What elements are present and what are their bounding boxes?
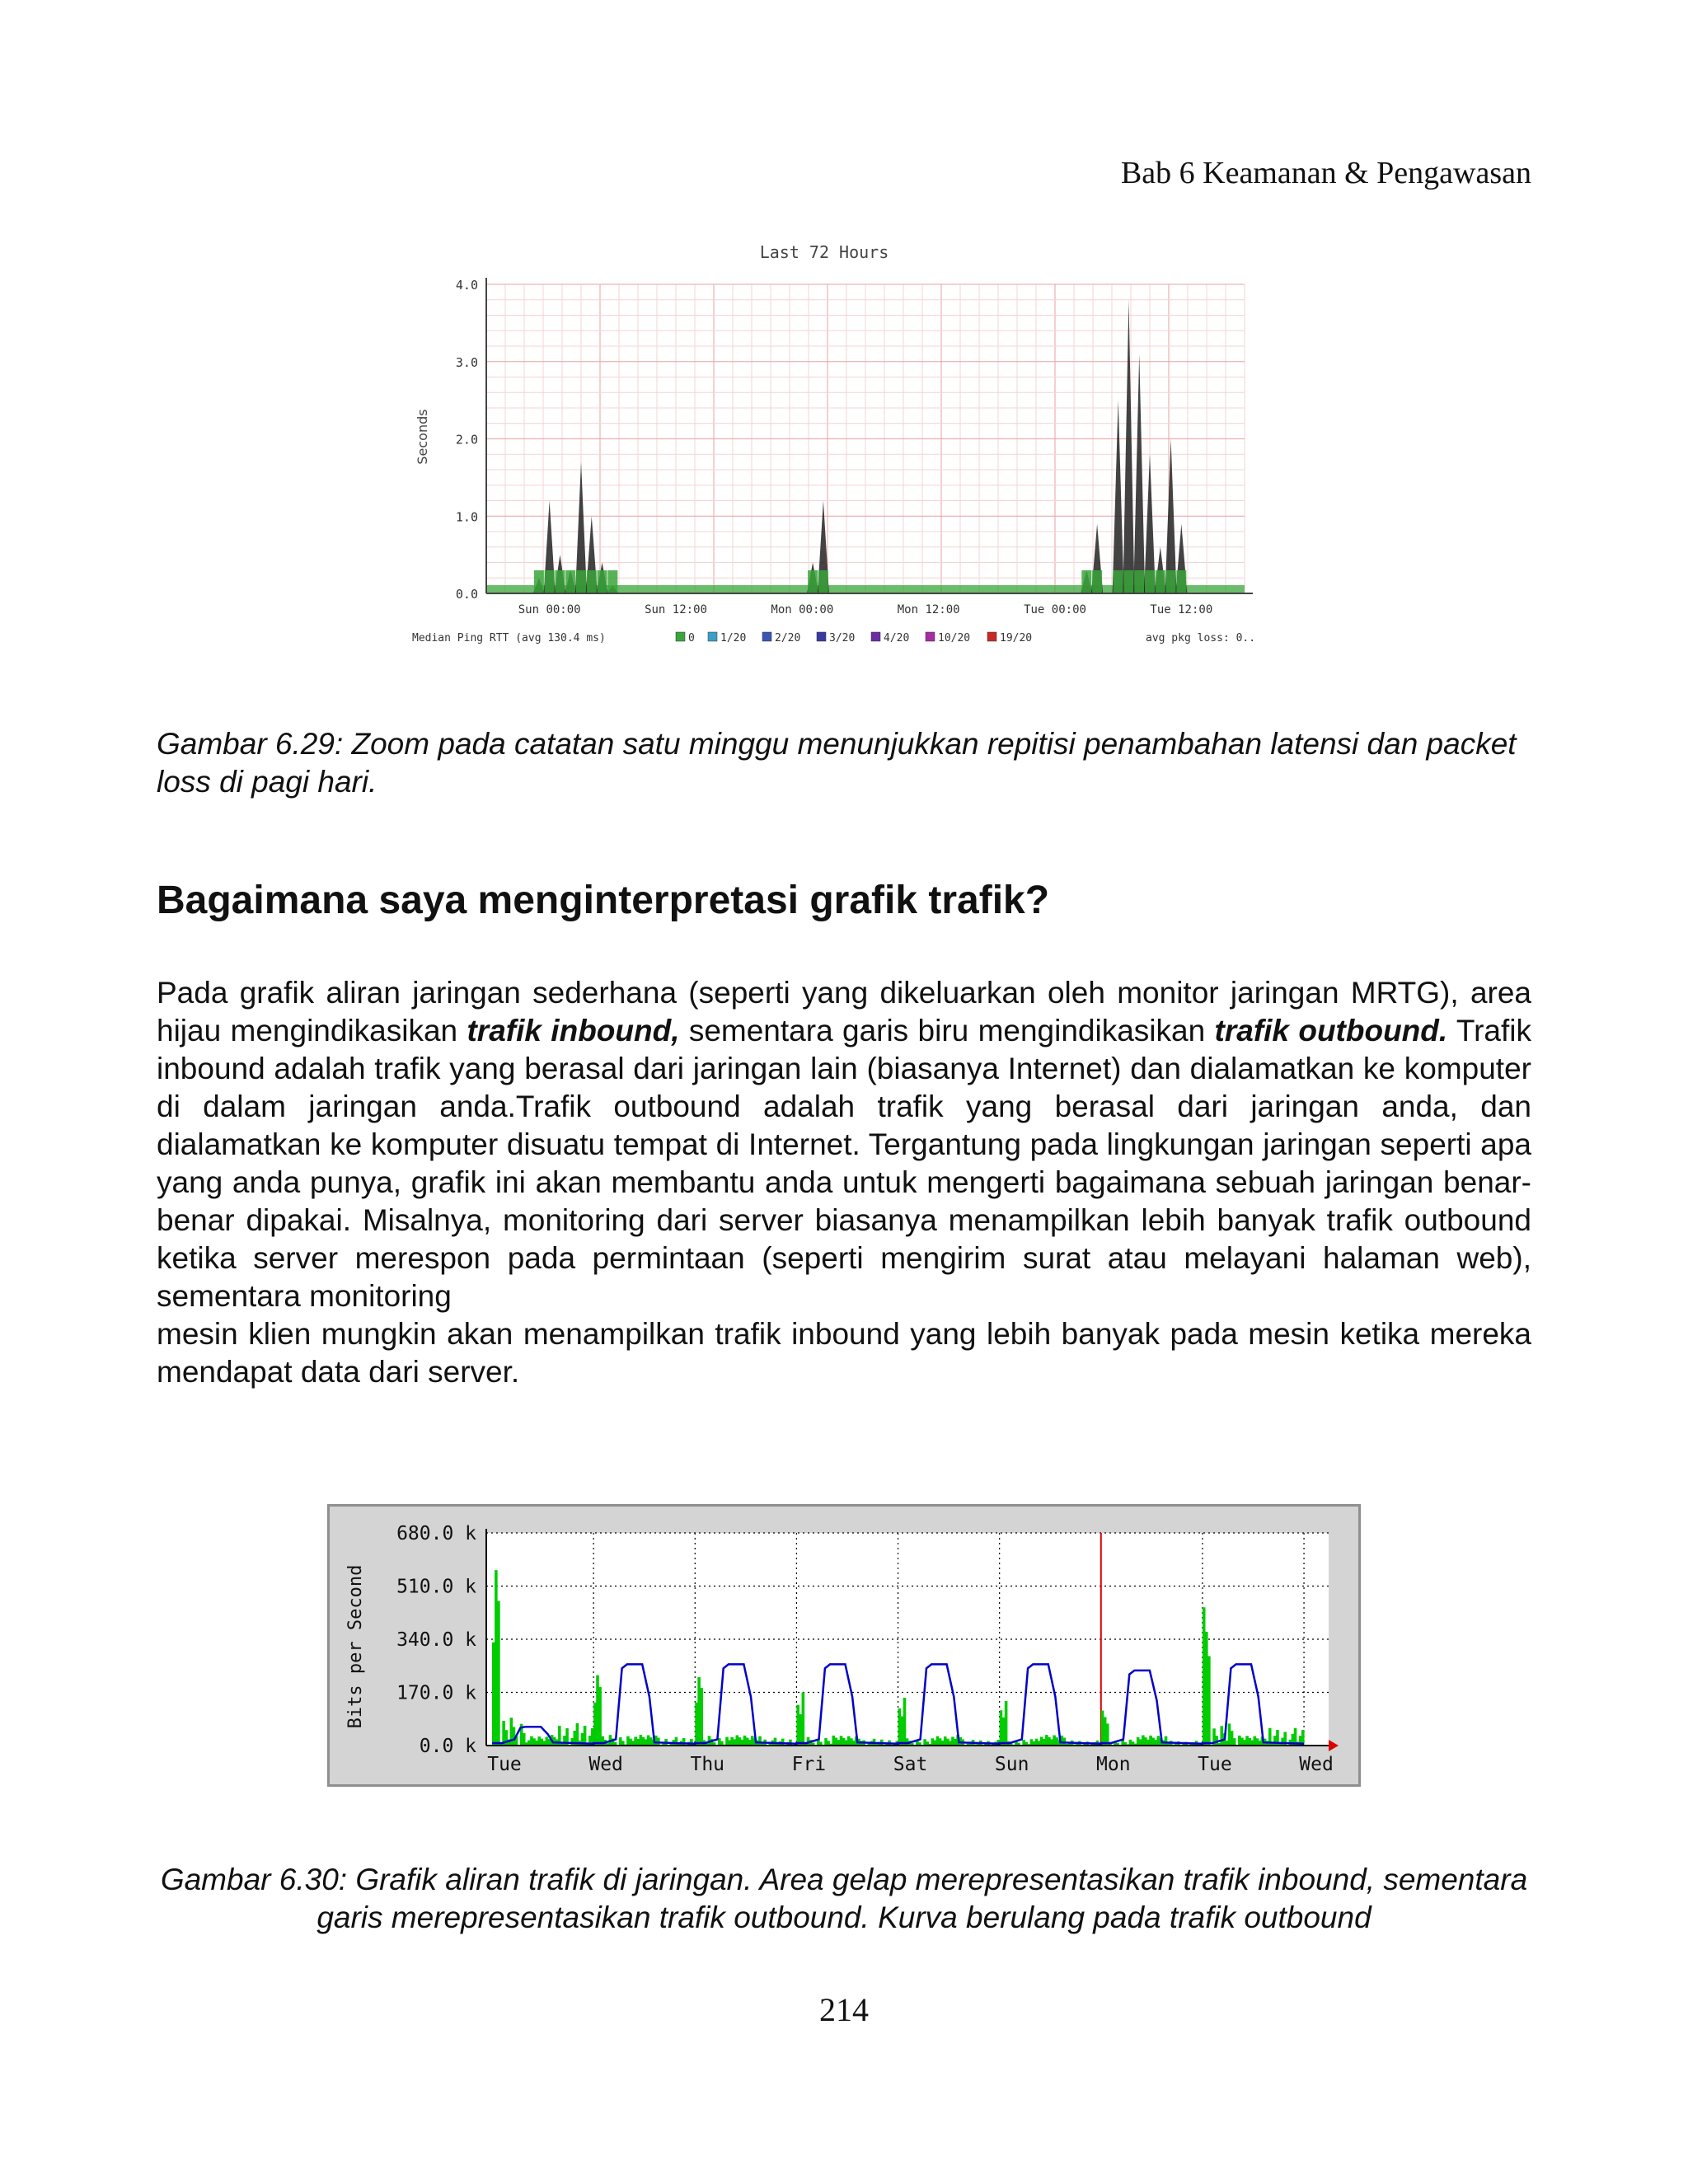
inbound-bar	[1231, 1731, 1234, 1746]
inbound-bar	[1035, 1739, 1039, 1746]
latency-median-bar	[1156, 570, 1165, 593]
latency-median-bar	[1081, 570, 1091, 593]
inbound-bar	[634, 1736, 637, 1746]
legend-label: 2/20	[775, 632, 801, 644]
legend-label: 1/20	[720, 632, 747, 644]
latency-median-bar	[818, 570, 828, 593]
legend-swatch	[817, 632, 826, 641]
inbound-bar	[1281, 1738, 1284, 1746]
inbound-bar	[730, 1737, 734, 1746]
inbound-bar	[1055, 1737, 1058, 1746]
legend-swatch	[676, 632, 685, 641]
inbound-bar	[492, 1643, 495, 1746]
inbound-bar	[743, 1736, 747, 1746]
latency-median-bar	[555, 570, 565, 593]
inbound-bar	[796, 1705, 799, 1746]
legend-swatch	[762, 632, 771, 641]
page-header: Bab 6 Keamanan & Pengawasan	[1120, 156, 1531, 190]
inbound-bar	[931, 1738, 935, 1746]
inbound-bar	[840, 1736, 843, 1746]
inbound-bar	[675, 1737, 678, 1746]
latency-median-bar	[1114, 570, 1123, 593]
legend-label: 0	[688, 632, 695, 644]
inbound-bar	[647, 1735, 650, 1746]
page-number: 214	[819, 1991, 869, 2028]
inbound-bar	[1050, 1739, 1053, 1746]
inbound-bar	[751, 1736, 754, 1746]
inbound-bar	[736, 1735, 739, 1746]
inbound-bar	[1040, 1736, 1043, 1746]
inbound-bar	[636, 1739, 640, 1746]
legend-median-label: Median Ping RTT (avg 130.4 ms)	[412, 632, 606, 644]
inbound-bar	[697, 1677, 701, 1746]
inbound-bar	[495, 1570, 498, 1746]
latency-spike	[1133, 354, 1145, 593]
inbound-bar	[923, 1739, 926, 1746]
y-tick-label: 340.0 k	[396, 1629, 476, 1651]
legend-swatch	[926, 632, 935, 641]
inbound-bar	[802, 1693, 805, 1746]
latency-median-bar	[1134, 570, 1144, 593]
inbound-bar	[1022, 1740, 1025, 1746]
y-tick-label: 1.0	[455, 509, 478, 525]
x-tick-label: Sun 12:00	[645, 603, 707, 616]
inbound-bar	[1245, 1736, 1249, 1746]
latency-median-bar	[565, 570, 575, 593]
inbound-bar	[746, 1738, 749, 1746]
y-tick-label: 4.0	[455, 278, 478, 293]
y-tick-label: 680.0 k	[396, 1523, 476, 1544]
inbound-bar	[1233, 1738, 1236, 1746]
x-tick-label: Thu	[690, 1754, 725, 1775]
inbound-bar	[944, 1736, 947, 1746]
inbound-bar	[1005, 1701, 1008, 1746]
y-tick-label: 0.0	[455, 587, 478, 602]
latency-median-bar	[1123, 570, 1133, 593]
inbound-bar	[936, 1736, 940, 1746]
inbound-bar	[1000, 1710, 1003, 1746]
inbound-bar	[695, 1703, 698, 1746]
inbound-bar	[626, 1736, 630, 1746]
inbound-bar	[906, 1738, 909, 1746]
traffic-chart-svg	[330, 1507, 1358, 1784]
inbound-bar	[850, 1738, 853, 1746]
inbound-bar	[523, 1733, 526, 1746]
x-tick-label: Wed	[1299, 1754, 1334, 1775]
body-paragraph	[157, 974, 1531, 1391]
inbound-bar	[748, 1740, 752, 1746]
inbound-bar	[799, 1714, 802, 1746]
inbound-bar	[682, 1738, 686, 1746]
latency-spike	[1123, 300, 1134, 593]
inbound-bar	[733, 1739, 736, 1746]
latency-median-bar	[808, 570, 818, 593]
paragraph-continuation: mesin klien mungkin akan menampilkan trafik inbound yang lebih banyak pada mesin ketika mereka mendapat data dari server.	[157, 1317, 1531, 1389]
inbound-bar	[1238, 1736, 1241, 1746]
latency-median-bar	[1092, 570, 1102, 593]
inbound-bar	[1240, 1738, 1244, 1746]
inbound-bar	[1002, 1718, 1006, 1746]
bold-term-outbound: trafik outbound.	[1214, 1014, 1448, 1047]
latency-median-bar	[576, 570, 586, 593]
chart-title: Last 72 Hours	[759, 242, 889, 262]
x-tick-label: Mon 00:00	[771, 603, 834, 616]
inbound-bar	[901, 1717, 904, 1746]
inbound-bar	[532, 1738, 536, 1746]
inbound-bar	[1165, 1736, 1168, 1746]
inbound-bar	[497, 1601, 500, 1746]
paragraph-text: sementara garis biru mengindikasikan	[679, 1014, 1215, 1047]
inbound-bar	[725, 1737, 729, 1746]
inbound-bar	[1104, 1717, 1107, 1746]
traffic-chart	[327, 1504, 1361, 1787]
x-tick-label: Fri	[791, 1754, 827, 1775]
inbound-bar	[903, 1698, 907, 1746]
y-axis-label: Seconds	[415, 409, 430, 465]
inbound-bar	[1144, 1737, 1147, 1746]
x-tick-label: Tue 00:00	[1024, 603, 1086, 616]
inbound-bar	[847, 1736, 851, 1746]
legend-swatch	[871, 632, 880, 641]
inbound-bar	[1030, 1739, 1034, 1746]
inbound-bar	[1139, 1739, 1142, 1746]
x-tick-label: Wed	[588, 1754, 623, 1775]
inbound-bar	[504, 1730, 508, 1746]
x-tick-label: Mon	[1096, 1754, 1131, 1775]
inbound-bar	[570, 1738, 574, 1746]
latency-median-bar	[545, 570, 555, 593]
inbound-bar	[1154, 1740, 1157, 1746]
legend-swatch	[708, 632, 717, 641]
latency-median-bar	[534, 570, 544, 593]
inbound-bar	[546, 1736, 549, 1746]
legend-label: 4/20	[884, 632, 910, 644]
inbound-bar	[1220, 1726, 1223, 1746]
y-tick-label: 3.0	[455, 354, 478, 370]
y-tick-label: 170.0 k	[396, 1682, 476, 1704]
inbound-bar	[1043, 1739, 1046, 1746]
latency-median-bar	[1176, 570, 1186, 593]
inbound-bar	[1228, 1723, 1231, 1746]
inbound-bar	[1256, 1738, 1259, 1746]
y-tick-label: 510.0 k	[396, 1576, 476, 1598]
inbound-bar	[1149, 1736, 1152, 1746]
inbound-bar	[1137, 1737, 1140, 1746]
inbound-bar	[1101, 1711, 1104, 1746]
inbound-bar	[1151, 1738, 1155, 1746]
inbound-bar	[596, 1675, 599, 1746]
figure1-caption: Gambar 6.29: Zoom pada catatan satu minggu menunjukkan repitisi penambahan latensi dan packet loss di pagi hari.	[157, 727, 1517, 799]
latency-median-bar	[587, 570, 597, 593]
x-tick-label: Tue 12:00	[1150, 603, 1213, 616]
inbound-bar	[700, 1688, 703, 1746]
inbound-bar	[741, 1740, 744, 1746]
x-tick-label: Mon 12:00	[897, 603, 960, 616]
inbound-bar	[598, 1687, 602, 1746]
latency-median-bar	[607, 570, 617, 593]
legend-label: 19/20	[1000, 632, 1033, 644]
inbound-bar	[629, 1739, 632, 1746]
inbound-bar	[601, 1736, 604, 1746]
inbound-bar	[1207, 1656, 1211, 1746]
latency-chart	[412, 239, 1302, 659]
inbound-bar	[1253, 1736, 1256, 1746]
inbound-bar	[640, 1735, 643, 1746]
figure2-caption: Gambar 6.30: Grafik aliran trafik di jaringan. Area gelap merepresentasikan trafik inbound, sementara garis merepresentasikan trafik outbound. Kurva berulang pada trafik outbound	[160, 1863, 1528, 1934]
inbound-bar	[593, 1703, 597, 1746]
x-tick-label: Tue	[487, 1754, 522, 1775]
inbound-bar	[540, 1739, 543, 1746]
latency-chart-svg	[412, 239, 1302, 659]
inbound-bar	[1142, 1735, 1145, 1746]
legend-label: 3/20	[829, 632, 856, 644]
x-tick-label: Sun 00:00	[518, 603, 581, 616]
inbound-bar	[835, 1738, 838, 1746]
inbound-bar	[1053, 1735, 1056, 1746]
latency-median-bar	[1145, 570, 1155, 593]
inbound-bar	[738, 1737, 742, 1746]
x-tick-label: Sun	[994, 1754, 1029, 1775]
inbound-bar	[774, 1738, 777, 1746]
inbound-bar	[951, 1736, 954, 1746]
inbound-bar	[1248, 1738, 1251, 1746]
inbound-bar	[1243, 1740, 1246, 1746]
inbound-bar	[1045, 1735, 1048, 1746]
inbound-bar	[939, 1738, 942, 1746]
paragraph-text: Trafik inbound adalah trafik yang berasal dari jaringan lain (biasanya Internet) dan dialamatkan ke komputer di dalam jaringan anda.Trafik outbound adalah trafik yang berasal dari jaringan anda, dan dialamatkan ke komputer disuatu tempat di Internet. Tergantung pada lingkungan jaringan seperti apa yang anda punya, grafik ini akan membantu anda untuk mengerti bagaimana sebuah jaringan benar-benar dipakai. Misalnya, monitoring dari server biasanya menampilkan lebih banyak trafik outbound ketika server merespon pada permintaan (seperti mengirim surat atau melayani halaman web), sementara monitoring	[157, 1014, 1531, 1313]
inbound-bar	[1203, 1607, 1206, 1746]
inbound-bar	[954, 1739, 957, 1746]
inbound-bar	[1205, 1632, 1208, 1746]
inbound-bar	[781, 1739, 785, 1746]
inbound-bar	[563, 1736, 566, 1746]
section-title: Bagaimana saya menginterpretasi grafik trafik?	[157, 879, 1050, 922]
inbound-bar	[619, 1737, 622, 1746]
inbound-bar	[824, 1738, 828, 1746]
inbound-bar	[1157, 1736, 1160, 1746]
legend-swatch	[987, 632, 996, 641]
paragraph-text: Pada grafik aliran jaringan sederhana (seperti yang dikeluarkan oleh monitor jaringan MRTG), area hijau mengindikasikan	[157, 976, 1531, 1047]
inbound-bar	[642, 1737, 645, 1746]
inbound-bar	[1129, 1740, 1132, 1746]
inbound-bar	[1048, 1737, 1051, 1746]
latency-median-bar	[598, 570, 607, 593]
bold-term-inbound: trafik inbound,	[467, 1014, 680, 1047]
inbound-bar	[649, 1737, 653, 1746]
inbound-bar	[946, 1739, 950, 1746]
inbound-bar	[1146, 1740, 1150, 1746]
inbound-bar	[530, 1736, 533, 1746]
latency-median-bar	[1166, 570, 1176, 593]
inbound-bar	[842, 1738, 846, 1746]
legend-label: 10/20	[938, 632, 971, 644]
inbound-bar	[832, 1736, 835, 1746]
legend-loss-label: avg pkg loss: 0..	[1146, 632, 1256, 644]
latency-spike	[1113, 401, 1124, 593]
inbound-bar	[837, 1740, 841, 1746]
y-axis-label: Bits per Second	[345, 1564, 366, 1729]
x-tick-label: Tue	[1198, 1754, 1232, 1775]
inbound-bar	[898, 1708, 902, 1746]
inbound-bar	[758, 1736, 762, 1746]
inbound-bar	[1273, 1736, 1277, 1746]
y-tick-label: 0.0 k	[419, 1736, 476, 1757]
inbound-bar	[645, 1739, 648, 1746]
y-tick-label: 2.0	[455, 432, 478, 448]
inbound-bar	[537, 1736, 541, 1746]
x-tick-label: Sat	[893, 1754, 928, 1775]
